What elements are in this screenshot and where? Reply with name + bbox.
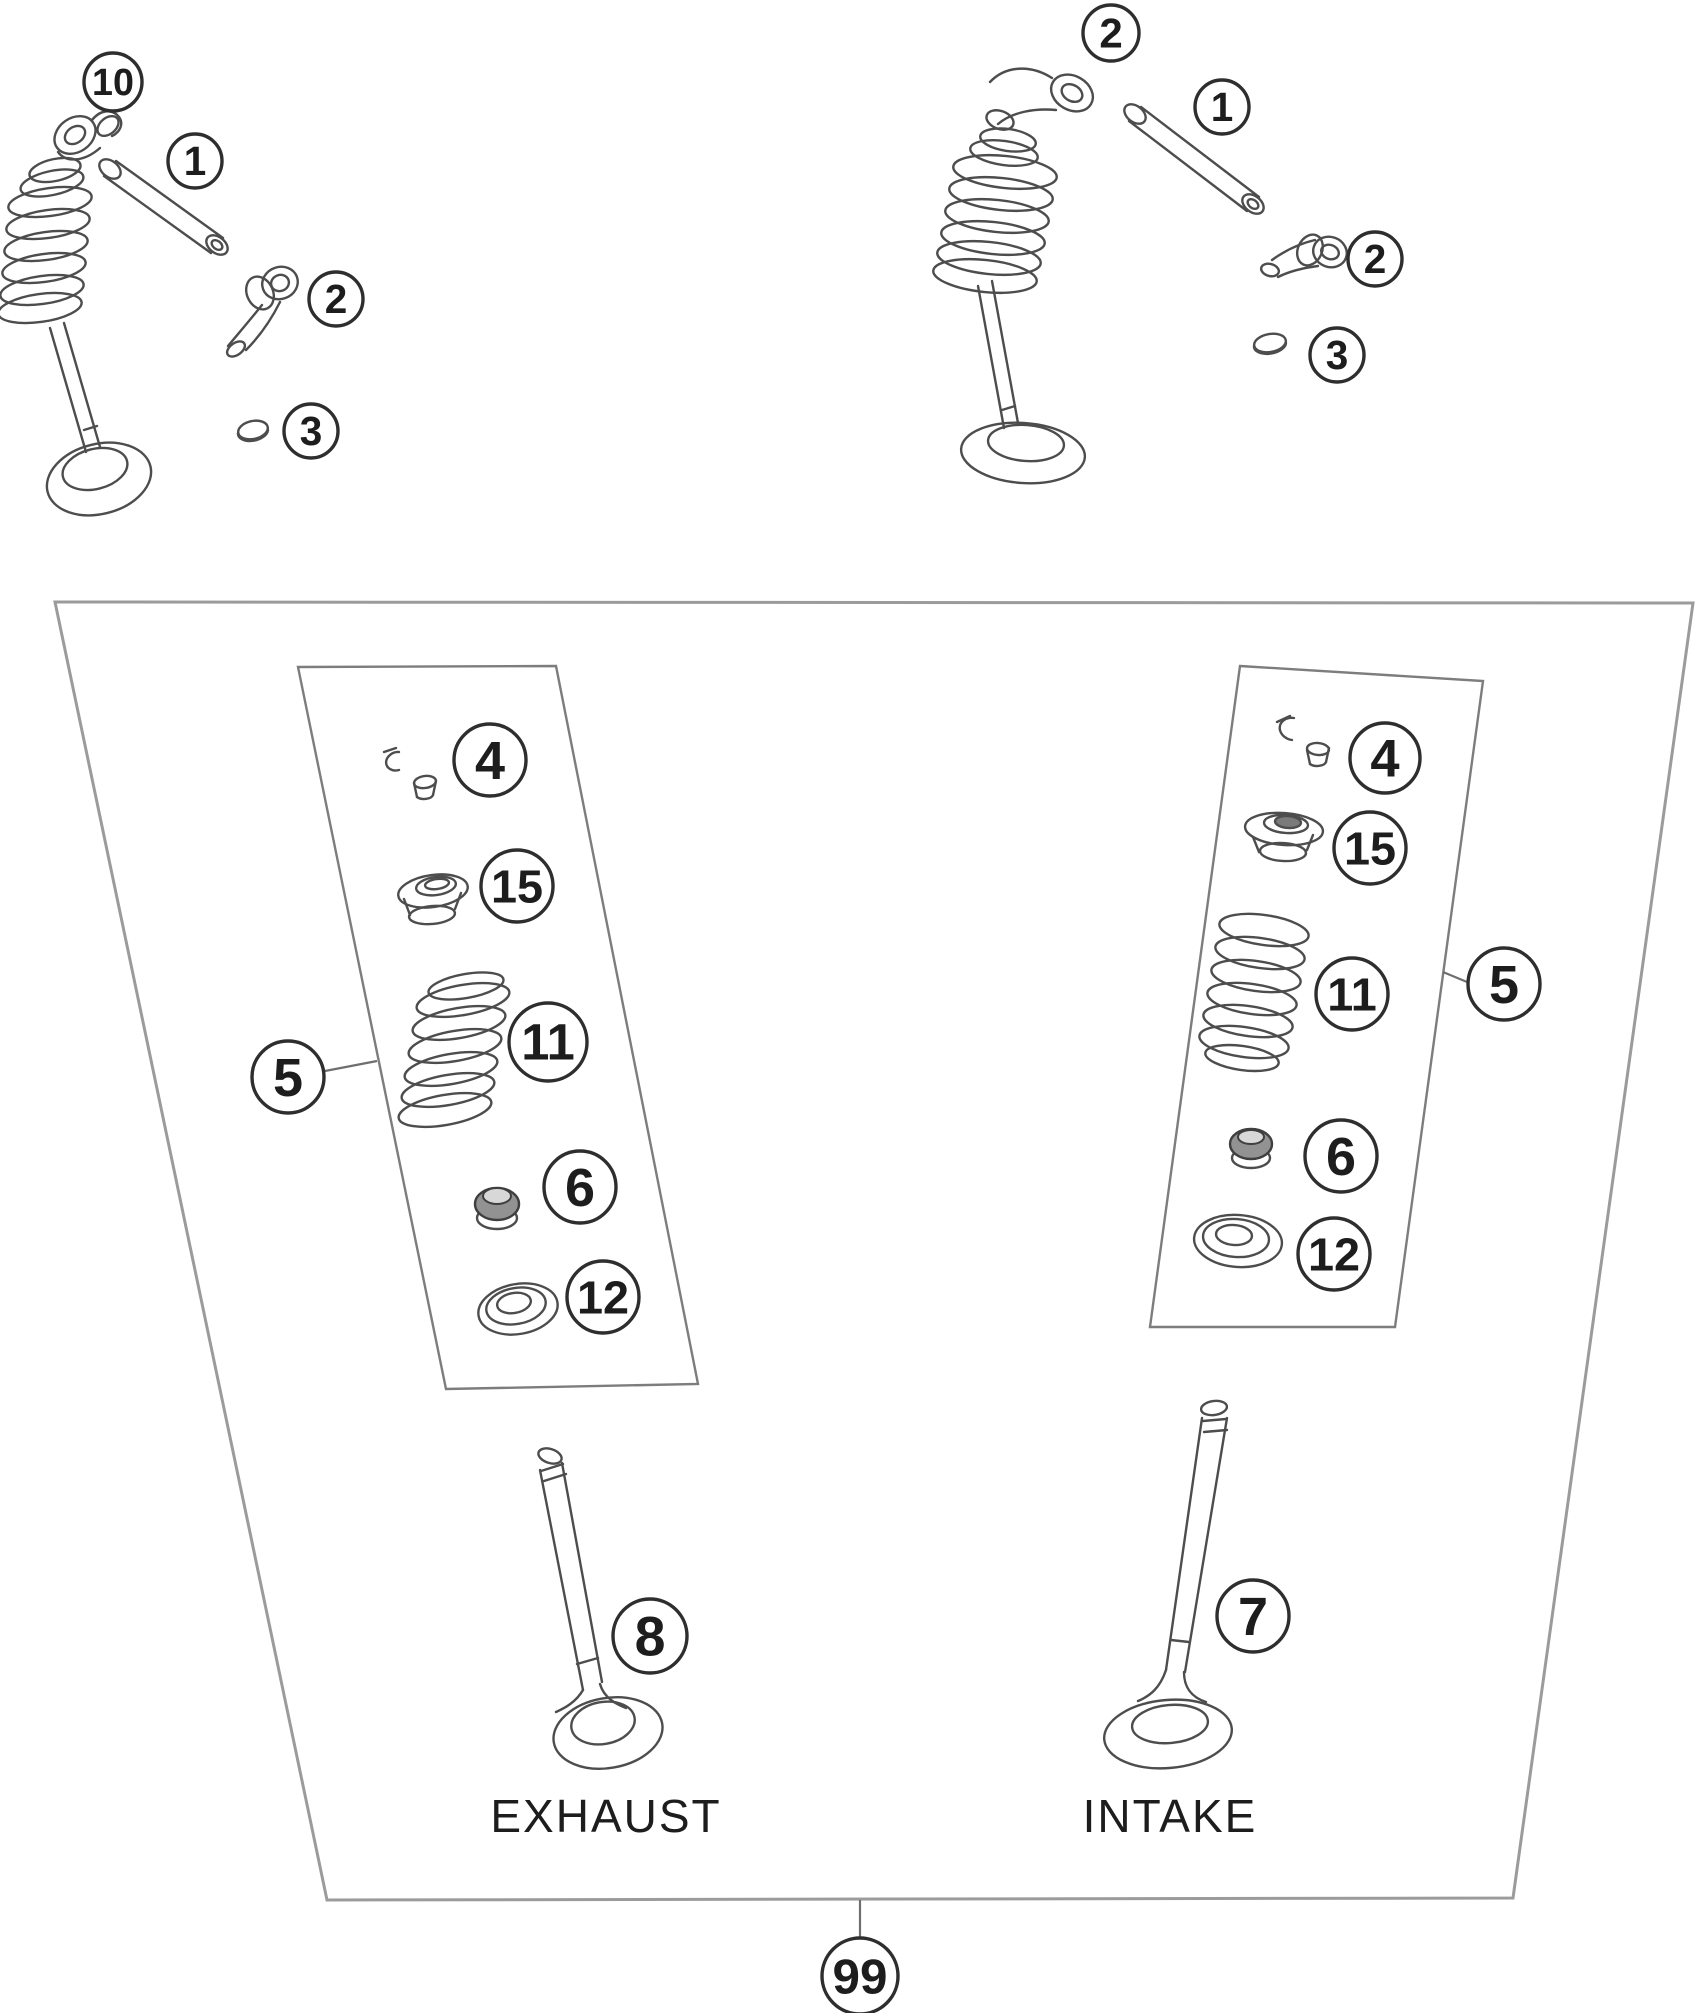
valve-stem — [992, 281, 1018, 423]
rocker-tip — [224, 338, 247, 359]
leader-exhaust-kit — [325, 1061, 377, 1071]
keeper — [414, 783, 417, 797]
shaft-end — [96, 155, 125, 182]
keeper — [1326, 748, 1329, 762]
valve-head-face — [58, 442, 132, 497]
keeper — [433, 781, 436, 795]
stem-step — [1171, 1640, 1189, 1642]
valve-neck — [1138, 1670, 1166, 1701]
shaft-end — [203, 231, 232, 258]
rocker-eye-bore — [61, 122, 88, 148]
rocker-eye — [258, 262, 303, 304]
rocker-body — [990, 69, 1052, 82]
outer-frame — [55, 602, 1693, 1900]
exhaust-valve-spring-sketch — [396, 968, 512, 1133]
callout-number: 7 — [1237, 1586, 1269, 1647]
keeper — [1310, 762, 1326, 766]
seal-top — [483, 1188, 511, 1204]
callout-intake-valve-assembly — [1083, 5, 1139, 61]
callout-intake-valve-kit — [1468, 948, 1540, 1020]
callout-number: 11 — [521, 1013, 575, 1071]
intake-valve-assembly-sketch — [932, 67, 1100, 487]
exhaust-adjusting-disc-sketch — [236, 418, 269, 442]
spring-coil — [0, 248, 87, 287]
callout-intake-adjusting-disc — [1310, 328, 1364, 382]
seat-mid — [1202, 1217, 1270, 1260]
shaft-end — [1239, 190, 1268, 217]
callout-valve-drive-kit — [822, 1938, 898, 2013]
keeper — [417, 795, 433, 799]
stem-step — [577, 1658, 598, 1664]
callout-exhaust-valve-seal — [544, 1151, 616, 1223]
callout-number: 8 — [634, 1605, 666, 1668]
intake-valve-seal-sketch — [1230, 1129, 1272, 1168]
spring-coil — [936, 237, 1043, 280]
spring-coil — [1209, 955, 1302, 997]
valve-stem — [50, 328, 86, 452]
spring-coil — [399, 1067, 497, 1113]
callout-intake-rocker-arm — [1348, 232, 1402, 286]
seat-mid — [483, 1283, 548, 1329]
exhaust-valve-assembly-sketch — [0, 108, 159, 525]
callout-intake-rocker-shaft — [1195, 80, 1249, 134]
rocker-body — [1278, 266, 1318, 277]
callout-intake-spring-seat — [1298, 1218, 1370, 1290]
intake-spring-seat-sketch — [1192, 1212, 1283, 1270]
callout-number: 10 — [92, 61, 134, 104]
keeper — [413, 775, 436, 790]
spring-cap — [969, 136, 1040, 169]
exhaust-label: EXHAUST — [490, 1790, 722, 1842]
intake-label: INTAKE — [1082, 1790, 1258, 1842]
spring-coil — [1213, 932, 1306, 974]
rocker-tip — [1260, 262, 1280, 278]
callout-exhaust-spring-seat — [567, 1261, 639, 1333]
valve-head — [1101, 1695, 1234, 1774]
valve-stem — [64, 323, 100, 447]
callout-intake-valve-seal — [1305, 1120, 1377, 1192]
callout-intake-valve — [1217, 1580, 1289, 1652]
leader-intake-kit — [1443, 972, 1467, 982]
rocker-body — [228, 305, 262, 346]
callout-number: 12 — [1307, 1228, 1361, 1281]
callout-layer — [84, 5, 1540, 2013]
spring-coil — [0, 270, 86, 309]
spring-coil — [4, 204, 91, 243]
valve-stem — [540, 1470, 583, 1690]
callout-number: 4 — [1370, 729, 1400, 789]
rocker-eye — [1044, 67, 1099, 118]
seal-top — [1238, 1130, 1264, 1144]
exhaust-rocker-arm-sketch — [224, 262, 302, 360]
callout-number: 1 — [1210, 84, 1234, 131]
exhaust-spring-seat-sketch — [474, 1277, 561, 1340]
exhaust-valve-keepers-sketch — [384, 748, 437, 799]
callout-number: 2 — [1099, 9, 1123, 57]
shaft-end — [1121, 100, 1150, 127]
exhaust-valve-seal-sketch — [475, 1188, 519, 1229]
valve-stem — [1166, 1418, 1202, 1670]
callout-number: 15 — [1343, 822, 1397, 875]
callout-number: 12 — [576, 1271, 630, 1324]
callout-intake-spring-retainer — [1334, 812, 1406, 884]
callout-exhaust-valve-keepers — [454, 724, 526, 796]
spring-coil — [402, 1046, 500, 1092]
stem-step — [1002, 406, 1015, 410]
keeper — [1307, 742, 1330, 756]
callout-number: 6 — [564, 1157, 596, 1218]
callout-number: 3 — [299, 408, 323, 455]
valve-neck — [556, 1690, 583, 1712]
callout-number: 99 — [832, 1949, 888, 2005]
valve-head-face — [1130, 1702, 1209, 1746]
callout-number: 2 — [1363, 236, 1387, 283]
spring-coil — [426, 968, 505, 1005]
keeper — [1280, 718, 1294, 740]
callout-exhaust-rocker-arm — [309, 272, 363, 326]
exhaust-spring-retainer-sketch — [396, 870, 470, 926]
retainer-bore — [1275, 815, 1302, 829]
intake-spring-retainer-sketch — [1244, 810, 1324, 862]
intake-adjusting-disc-sketch — [1253, 331, 1288, 354]
callout-exhaust-valve-spring — [509, 1003, 587, 1081]
callout-number: 15 — [490, 860, 544, 913]
callout-exhaust-rocker-shaft — [168, 134, 222, 188]
keeper-groove — [541, 1464, 563, 1471]
rocker-eye-bore — [1058, 81, 1085, 106]
seat-bore — [1215, 1224, 1252, 1246]
callout-intake-valve-keepers — [1350, 723, 1420, 793]
callout-number: 6 — [1325, 1126, 1357, 1187]
callout-exhaust-spring-retainer — [481, 850, 553, 922]
intake-rocker-arm-sketch — [1260, 230, 1351, 278]
keeper — [386, 752, 399, 771]
keeper-groove — [1203, 1419, 1226, 1421]
callout-number: 5 — [272, 1047, 304, 1108]
intake-valve-spring-sketch — [1197, 909, 1310, 1075]
callout-exhaust-valve-kit — [252, 1041, 324, 1113]
callout-number: 4 — [474, 730, 506, 791]
callout-exhaust-valve — [613, 1599, 687, 1673]
keeper-groove — [544, 1474, 566, 1481]
intake-valve-sketch — [1101, 1399, 1234, 1773]
spring-coil — [0, 288, 84, 327]
callout-number: 11 — [1327, 968, 1377, 1021]
callout-number: 1 — [183, 138, 207, 185]
seat-bore — [496, 1290, 533, 1316]
valve-stem — [978, 286, 1004, 428]
rocker-body — [1272, 240, 1315, 260]
intake-valve-keepers-sketch — [1277, 716, 1329, 766]
valve-head — [959, 419, 1087, 488]
callout-intake-valve-spring — [1316, 958, 1388, 1030]
stem-tip — [536, 1446, 563, 1467]
spring-cap — [18, 165, 86, 202]
callout-number: 2 — [324, 276, 348, 323]
stem-tip — [1200, 1399, 1228, 1416]
spring-coil — [1201, 1000, 1294, 1042]
callout-exhaust-valve-assembly — [84, 53, 142, 111]
rocker-body — [998, 110, 1056, 124]
spring-coil — [932, 255, 1039, 298]
callout-number: 5 — [1488, 954, 1520, 1015]
spring-coil — [396, 1087, 494, 1133]
callout-number: 3 — [1325, 332, 1349, 379]
retainer-skirt — [404, 899, 410, 915]
spring-coil — [1217, 909, 1310, 951]
spring-coil — [1205, 978, 1298, 1020]
callout-exhaust-adjusting-disc — [284, 404, 338, 458]
spring-coil — [2, 226, 89, 265]
valve-neck — [1184, 1672, 1206, 1702]
valve-stem — [562, 1463, 602, 1682]
valve-head-face — [568, 1697, 638, 1749]
